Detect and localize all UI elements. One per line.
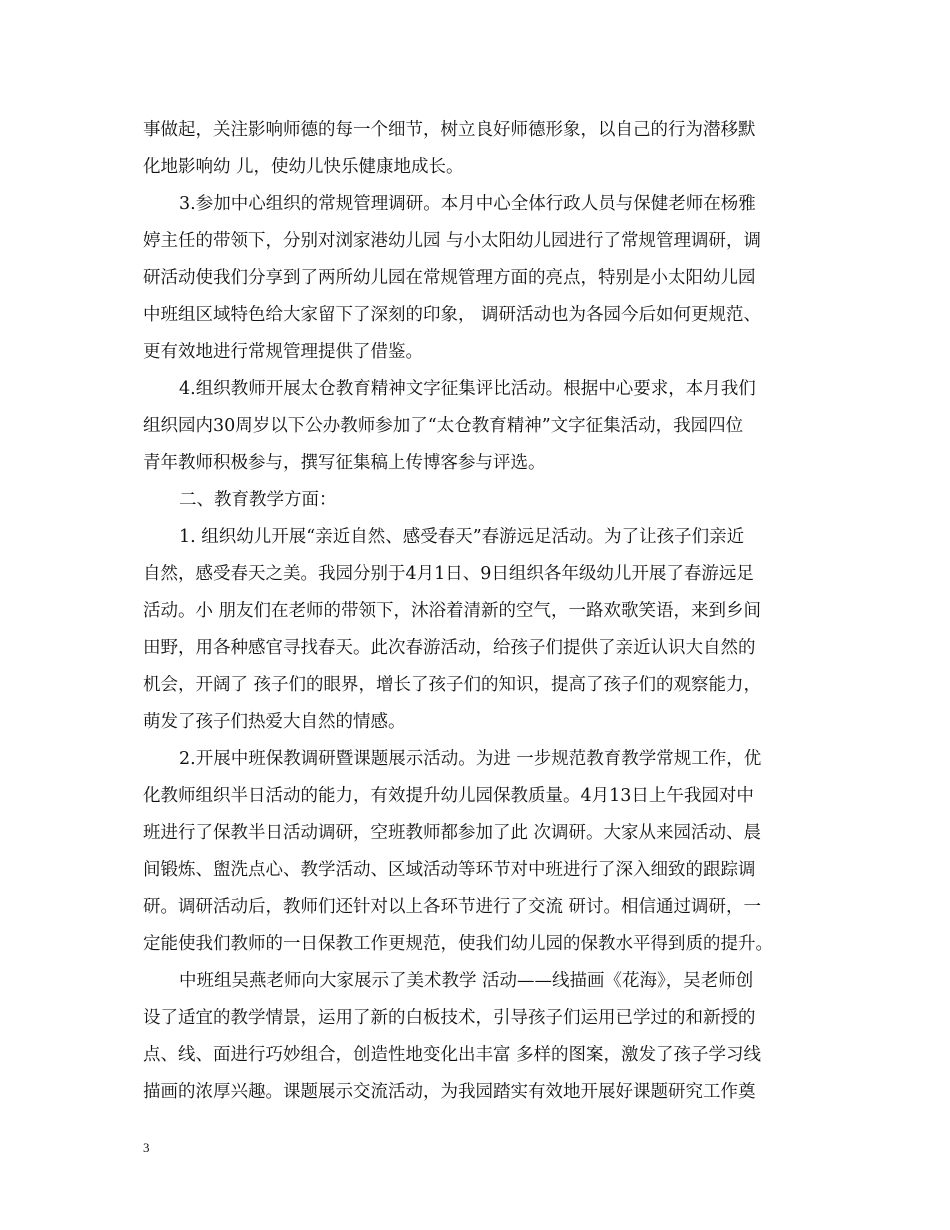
text-line: 间锻炼、盥洗点心、教学活动、区域活动等环节对中班进行了深入细致的跟踪调 <box>143 860 756 880</box>
document-body <box>143 112 811 1111</box>
text-line: 化地影响幼 儿，使幼儿快乐健康地成长。 <box>143 157 464 177</box>
text-line: 田野，用各种感官寻找春天。此次春游活动，给孩子们提供了亲近认识大自然的 <box>143 638 756 658</box>
text-line: 事做起，关注影响师德的每一个细节，树立良好师德形象，以自己的行为潜移默 <box>143 120 756 140</box>
page-number: 3 <box>143 1140 150 1155</box>
text-line: 设了适宜的教学情景，运用了新的白板技术，引导孩子们运用已学过的和新授的 <box>143 1008 756 1028</box>
text-line: 组织园内30周岁以下公办教师参加了“太仓教育精神”文字征集活动，我园四位 <box>143 416 744 436</box>
text-line: 青年教师积极参与，撰写征集稿上传博客参与评选。 <box>143 453 546 473</box>
text-line: 婷主任的带领下，分别对浏家港幼儿园 与小太阳幼儿园进行了常规管理调研，调 <box>143 231 762 251</box>
text-line: 化教师组织半日活动的能力，有效提升幼儿园保教质量。4月13日上午我园对中 <box>143 786 754 806</box>
text-line: 描画的浓厚兴趣。课题展示交流活动，为我园踏实有效地开展好课题研究工作奠 <box>143 1082 756 1102</box>
text-line: 研。调研活动后，教师们还针对以上各环节进行了交流 研讨。相信通过调研，一 <box>143 897 762 917</box>
text-line: 研活动使我们分享到了两所幼儿园在常规管理方面的亮点，特别是小太阳幼儿园 <box>143 268 756 288</box>
text-line: 自然，感受春天之美。我园分别于4月1日、9日组织各年级幼儿开展了春游远足 <box>143 564 754 584</box>
text-line: 4.组织教师开展太仓教育精神文字征集评比活动。根据中心要求，本月我们 <box>179 379 756 399</box>
text-line: 活动。小 朋友们在老师的带领下，沐浴着清新的空气，一路欢歌笑语，来到乡间 <box>143 601 762 621</box>
text-line: 二、教育教学方面： <box>179 490 337 510</box>
text-line: 2.开展中班保教调研暨课题展示活动。为进 一步规范教育教学常规工作，优 <box>179 749 762 769</box>
text-line: 班进行了保教半日活动调研，空班教师都参加了此 次调研。大家从来园活动、晨 <box>143 823 762 843</box>
text-line: 中班组区域特色给大家留下了深刻的印象， 调研活动也为各园今后如何更规范、 <box>143 305 762 325</box>
text-line: 定能使我们教师的一日保教工作更规范，使我们幼儿园的保教水平得到质的提升。 <box>143 934 773 954</box>
text-line: 中班组吴燕老师向大家展示了美术教学 活动——线描画《花海》，吴老师创 <box>179 971 754 991</box>
text-line: 机会，开阔了 孩子们的眼界，增长了孩子们的知识，提高了孩子们的观察能力， <box>143 675 762 695</box>
text-line: 萌发了孩子们热爱大自然的情感。 <box>143 712 406 732</box>
text-line: 1. 组织幼儿开展“亲近自然、感受春天”春游远足活动。为了让孩子们亲近 <box>179 527 745 547</box>
text-line: 更有效地进行常规管理提供了借鉴。 <box>143 342 423 362</box>
text-line: 3.参加中心组织的常规管理调研。本月中心全体行政人员与保健老师在杨雅 <box>179 194 756 214</box>
text-line: 点、线、面进行巧妙组合，创造性地变化出丰富 多样的图案，激发了孩子学习线 <box>143 1045 762 1065</box>
